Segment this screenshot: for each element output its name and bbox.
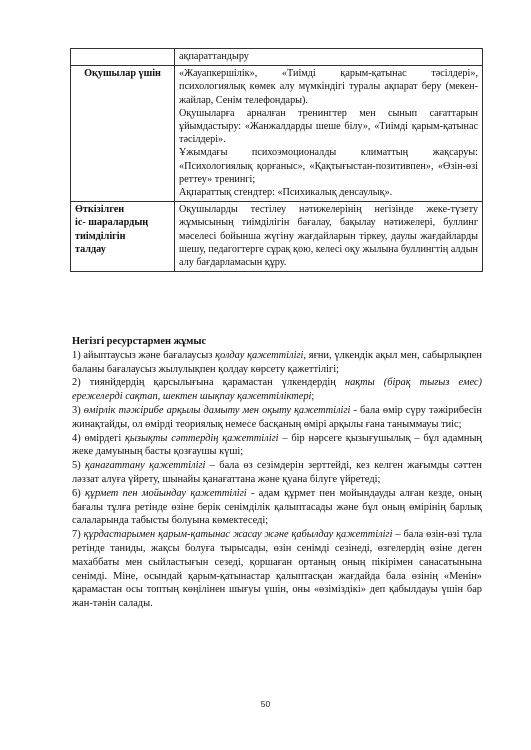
content-paragraph: «Жауапкершілік», «Тиімді қарым-қатынас тәсілдері», психологиялық көмек алу мүмкіндігі туралы ақпарат беру (мекен-жайлар, Сенім телефондары). xyxy=(179,68,478,106)
row-label-empty xyxy=(71,49,175,66)
list-item: 3) өмірлік тәжірибе арқылы дамыту мен оқыту қажеттілігі - бала өмір сүру тәжірибесін жинақтайды, ол өмірді теориялық немесе басқаның өмірі арқылы ғана таныммауы тиіс; xyxy=(72,404,482,430)
label-line: іс- шаралардың xyxy=(75,217,149,229)
table-row-students xyxy=(71,66,483,202)
measures-table xyxy=(70,48,483,272)
list-item: 5) қанағаттану қажеттілігі – бала өз сезімдерін зерттейді, кез келген жағымды сәттен ләззат алуға үйрету, шынайы қанағаттана және қуана білуге үйретеді; xyxy=(72,460,482,485)
section-heading: Негізгі ресурстармен жұмыс xyxy=(72,336,207,347)
list-item: 7) құрдастарымен қарым-қатынас жасау және қабылдау қажеттілігі – бала өзін-өзі тұла ретінде таниды, жақсы болуға тырысады, өзін сенімді сезінеді, өзгелердің өзіне деген махаббаты мен сыйластығын сезеді, қоршаған ортаның оның пікірімен санасатынына сенімді. Міне, осындай қарым-қатынастар қалыптасқан жағдайда бала өзінің «Менін» қарамастан осы топтың көңілінен шығуы үшін, оны «өзіміздікі» деп қабылдауы үшін бар жан-тәнін салады. xyxy=(72,529,482,610)
list-item: 2) тиянйдердің қарсылығына қарамастан үлкендердің нақты (бірақ тығыз емес) ережелерді сақтап, шектен шықпау қажеттіліктері; xyxy=(72,377,482,403)
resources-section xyxy=(72,335,482,611)
content-paragraph: Ақпараттық стендтер: «Психикалық денсаулық». xyxy=(179,187,393,199)
content-paragraph: Оқушыларға арналған тренингтер мен сынып сағаттарын ұйымдастыру: «Жанжалдарды шеше білу», «Тиімді қарым-қатынас тәсілдері». xyxy=(179,107,478,146)
row-label-students: Оқушылар үшін xyxy=(71,66,175,202)
list-item: 1) айыптаусыз және бағалаусыз қолдау қажеттілігі, яғни, үлкендік ақыл мен, сабырлықпен баланы бағалаусыз жылулықпен қолдау көрсету қажеттілігі; xyxy=(72,349,482,375)
content-paragraph: Ұжымдағы психоэмоционалды климаттың жақсаруы: «Психологиялық қорғаныс», «Қақтығыстан-позитивпен», «Өзін-өзі реттеу» тренингі; xyxy=(179,147,478,185)
row-label-analysis xyxy=(71,202,175,272)
label-line: талдау xyxy=(75,243,106,255)
label-line: Өткізілген xyxy=(75,204,125,216)
row-content-analysis: Оқушыларды тестілеу нәтижелерінің негізінде жеке-түзету жұмысының тиімділігін бағалау, бақылау нәтижелері, буллинг мәселесі бойынша жүгіну жағдайларын тіркеу, даулы жағдайларды шешу, педагогтерге сұрақ қою, келесі оқу жылына буллингтің алдын алу бағдарламасын құру. xyxy=(175,202,483,272)
list-item: 6) құрмет пен мойындау қажеттілігі - адам құрмет пен мойындауды алған кезде, оның бағалы тұлға ретінде өзіне берік сенімділік қалыптасады және бұл оның өмірінің барлық салаларында табысты болуына көмектеседі; xyxy=(72,487,482,527)
table-row-analysis xyxy=(71,202,483,272)
row-content: ақпараттандыру xyxy=(175,49,483,66)
label-line: тиімділігін xyxy=(75,230,126,242)
page-number: 50 xyxy=(260,699,271,709)
table-row xyxy=(71,49,483,66)
row-content-students xyxy=(175,66,483,202)
list-item: 4) өмірдегі қызықты сәттердің қажеттілігі – бір нәрсеге қызығушылық – бұл адамның жеке дамуының басты қозғаушы күші; xyxy=(72,432,482,458)
